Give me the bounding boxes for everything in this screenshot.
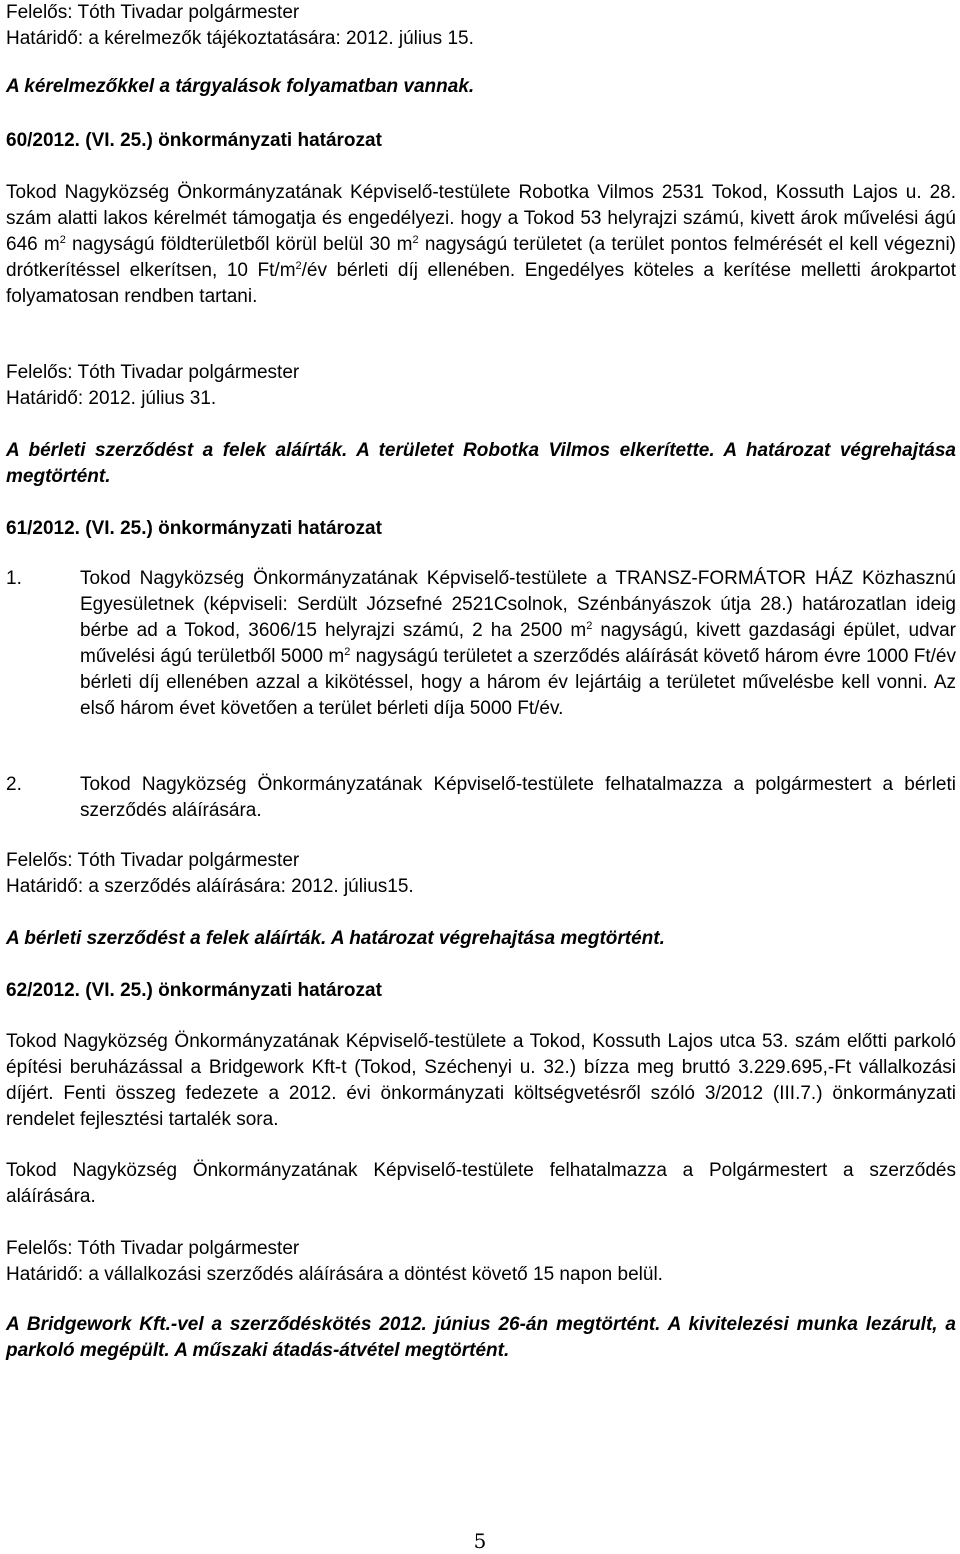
item-1-number: 1. [6,568,22,589]
page-number: 5 [473,1529,487,1553]
resolution-60-body-block [6,180,956,310]
resolution-60-status-block [6,438,956,490]
r60-status: A bérleti szerződést a felek aláírták. A területet Robotka Vilmos elkerítette. A határozat végrehajtása megtörtént. [6,440,956,487]
item-1-text [80,566,956,722]
top-deadline: Határidő: a kérelmezők tájékoztatására: 2012. július 15. [6,28,474,49]
r60-responsible: Felelős: Tóth Tivadar polgármester [6,362,300,383]
r62-deadline: Határidő: a vállalkozási szerződés aláírására a döntést követő 15 napon belül. [6,1264,663,1285]
resolution-60-title: 60/2012. (VI. 25.) önkormányzati határozat [6,130,382,151]
r62-para-2: Tokod Nagyközség Önkormányzatának Képviselő-testülete felhatalmazza a Polgármestert a szerződés aláírására. [6,1160,956,1207]
resolution-62-status-block [6,1312,956,1364]
r61-deadline: Határidő: a szerződés aláírására: 2012. július15. [6,876,414,897]
resolution-60-body [6,180,956,310]
resolution-62-para-2-block [6,1158,956,1210]
item-2-number: 2. [6,774,22,795]
resolution-61-item-2 [6,772,956,824]
resolution-62-para-1-block [6,1029,956,1133]
resolution-61-item-1 [6,566,956,722]
top-responsible: Felelős: Tóth Tivadar polgármester [6,2,300,23]
resolution-62-meta [6,1236,956,1288]
resolution-61-title-block [6,516,956,542]
r62-para-1: Tokod Nagyközség Önkormányzatának Képviselő-testülete a Tokod, Kossuth Lajos utca 53. szám előtti parkoló építési beruházással a Bridgework Kft-t (Tokod, Széchenyi u. 32.) bízza meg bruttó 3.229.695,-Ft vállalkozási díjért. Fenti összeg fedezete a 2012. évi önkormányzati költségvetésről szóló 3/2012 (III.7.) önkormányzati rendelet fejlesztési tartalék sora. [6,1031,956,1130]
r62-status: A Bridgework Kft.-vel a szerződéskötés 2012. június 26-án megtörtént. A kivitelezési munka lezárult, a parkoló megépült. A műszaki átadás-átvétel megtörtént. [6,1314,956,1361]
r61-item1-sup-2: 2 [344,646,351,658]
r61-item1-text-b: nagyságú, kivett gazdasági épület, udvar művelési ágú területből 5000 m [80,620,956,667]
r60-text-c: nagyságú területet (a terület pontos felmérését el kell végezni) drótkerítéssel elkerítsen, 10 Ft/m [6,234,957,281]
r62-responsible: Felelős: Tóth Tivadar polgármester [6,1238,300,1259]
r60-sup-2: 2 [412,234,419,246]
r61-item1-sup-1: 2 [586,620,593,632]
resolution-60-title-block [6,128,956,154]
top-section [6,0,956,52]
r60-text-b: nagyságú földterületből körül belül 30 m [65,234,413,255]
r61-item1-text-c: nagyságú területet a szerződés aláírását követő három évre 1000 Ft/év bérleti díj ellenében azzal a kikötéssel, hogy a három év lejártáig a területet művelésbe kell vonni. Az első három évet követően a terület bérleti díja 5000 Ft/év. [80,646,956,719]
resolution-62-title-block [6,978,956,1004]
r61-status: A bérleti szerződést a felek aláírták. A határozat végrehajtása megtörtént. [6,928,665,949]
resolution-60-meta [6,360,956,412]
r60-deadline: Határidő: 2012. július 31. [6,388,217,409]
r60-sup-1: 2 [59,234,66,246]
r60-text-a: Tokod Nagyközség Önkormányzatának Képviselő-testülete Robotka Vilmos 2531 Tokod, Kossuth Lajos u. 28. szám alatti lakos kérelmét támogatja és engedélyezi. hogy a Tokod 53 helyrajzi számú, kivett árok művelési ágú 646 m [6,182,956,255]
r60-text-d: /év bérleti díj ellenében. Engedélyes köteles a kerítése melletti árokpartot folyamatosan rendben tartani. [6,260,956,307]
r61-responsible: Felelős: Tóth Tivadar polgármester [6,850,300,871]
resolution-61-status-block [6,926,956,952]
r60-sup-3: 2 [295,260,302,272]
resolution-61-meta [6,848,956,900]
top-status-block [6,74,956,100]
item-2-text: Tokod Nagyközség Önkormányzatának Képviselő-testülete felhatalmazza a polgármestert a bérleti szerződés aláírására. [80,774,956,821]
resolution-61-title: 61/2012. (VI. 25.) önkormányzati határozat [6,518,382,539]
resolution-62-title: 62/2012. (VI. 25.) önkormányzati határozat [6,980,382,1001]
r61-item1-text-a: Tokod Nagyközség Önkormányzatának Képviselő-testülete a TRANSZ-FORMÁTOR HÁZ Közhasznú Egyesületnek (képviseli: Serdült Józsefné 2521Csolnok, Szénbányászok útja 28.) határozatlan ideig bérbe ad a Tokod, 3606/15 helyrajzi számú, 2 ha 2500 m [80,568,956,641]
top-status: A kérelmezőkkel a tárgyalások folyamatban vannak. [6,76,475,97]
